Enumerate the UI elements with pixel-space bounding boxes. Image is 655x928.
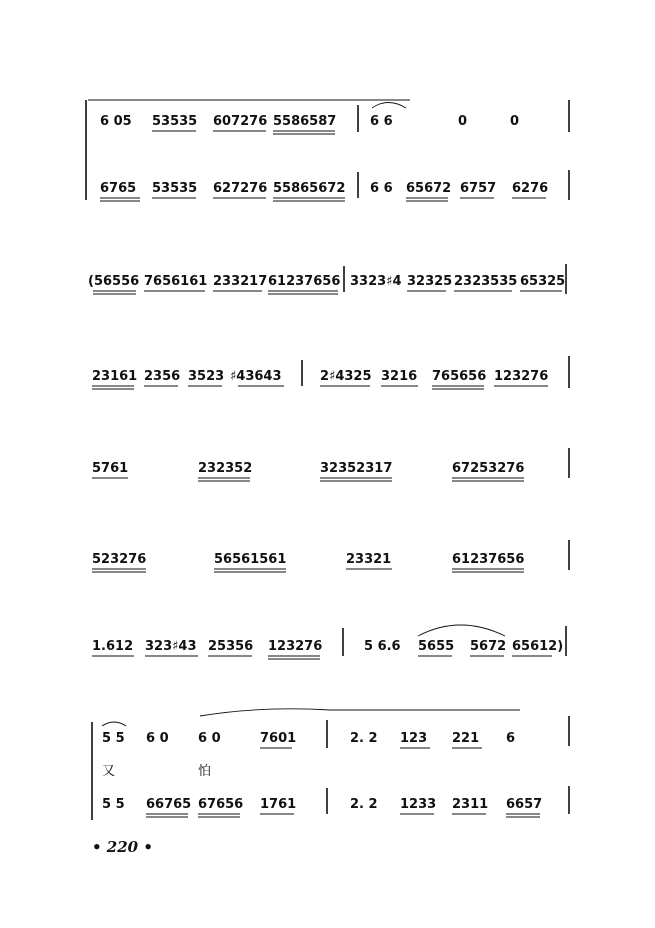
system-5 (92, 540, 569, 572)
note-group: 6276 (512, 181, 549, 196)
slur (102, 722, 126, 726)
note-group: ♯43643 (230, 369, 282, 384)
lyric: 怕 (198, 764, 212, 779)
note-group: 1.612 (92, 639, 134, 654)
note-group: 32325 (407, 274, 453, 289)
note-group: 53535 (152, 114, 198, 129)
note-group: 5 5 (102, 731, 125, 746)
note-group: 65325 (520, 274, 566, 289)
note-group: 6 6 (370, 114, 393, 129)
slur (418, 625, 505, 636)
note-group: 3323♯4 (350, 274, 402, 289)
note-group: 55865672 (273, 181, 346, 196)
slur (372, 103, 406, 109)
note-group: 123276 (494, 369, 549, 384)
note-group: 61237656 (268, 274, 341, 289)
phrase-slur (200, 709, 520, 716)
system-7 (92, 709, 569, 820)
note-group: 323♯43 (145, 639, 197, 654)
note-group: 56561561 (214, 552, 287, 567)
note-group: 6 (506, 731, 516, 746)
note-group: 6 0 (146, 731, 169, 746)
note-group: 5 6.6 (364, 639, 401, 654)
note-group: 6757 (460, 181, 497, 196)
note-group: 232352 (198, 461, 253, 476)
note-group: 23161 (92, 369, 138, 384)
system-2 (88, 264, 566, 294)
system-4 (92, 448, 569, 481)
note-group: 3216 (381, 369, 418, 384)
note-group: 0 (458, 114, 468, 129)
note-group: 67253276 (452, 461, 525, 476)
note-group: 607276 (213, 114, 268, 129)
note-group: 5 5 (102, 797, 125, 812)
note-group: 0 (510, 114, 520, 129)
note-group: 123276 (268, 639, 323, 654)
note-group: 61237656 (452, 552, 525, 567)
note-group: 6 05 (100, 114, 132, 129)
note-group: 2356 (144, 369, 181, 384)
note-group: 65672 (406, 181, 452, 196)
note-group: 123 (400, 731, 428, 746)
note-group: 2♯4325 (320, 369, 372, 384)
note-group: 6765 (100, 181, 137, 196)
lyric: 又 (102, 764, 116, 779)
note-group: 765656 (432, 369, 487, 384)
note-group: 5586587 (273, 114, 337, 129)
note-group: 6657 (506, 797, 543, 812)
note-group: 5672 (470, 639, 507, 654)
page-number: • 220 • (92, 838, 153, 856)
note-group: 65612) (512, 639, 564, 654)
note-group: 2311 (452, 797, 489, 812)
note-group: 1233 (400, 797, 437, 812)
note-group: (56556 (88, 274, 140, 289)
note-group: 67656 (198, 797, 244, 812)
note-group: 2. 2 (350, 797, 378, 812)
note-group: 233217 (213, 274, 268, 289)
note-group: 6 0 (198, 731, 221, 746)
note-group: 5655 (418, 639, 455, 654)
note-group: 7656161 (144, 274, 208, 289)
note-group: 53535 (152, 181, 198, 196)
note-group: 6 6 (370, 181, 393, 196)
system-1 (86, 100, 569, 201)
note-group: 32352317 (320, 461, 393, 476)
note-group: 23321 (346, 552, 392, 567)
note-group: 25356 (208, 639, 254, 654)
system-3 (92, 356, 569, 389)
note-group: 1761 (260, 797, 297, 812)
note-group: 66765 (146, 797, 192, 812)
note-group: 221 (452, 731, 480, 746)
note-group: 2. 2 (350, 731, 378, 746)
note-group: 627276 (213, 181, 268, 196)
note-group: 523276 (92, 552, 147, 567)
system-6 (92, 625, 566, 659)
note-group: 7601 (260, 731, 297, 746)
note-group: 3523 (188, 369, 225, 384)
note-group: 2323535 (454, 274, 518, 289)
note-group: 5761 (92, 461, 129, 476)
